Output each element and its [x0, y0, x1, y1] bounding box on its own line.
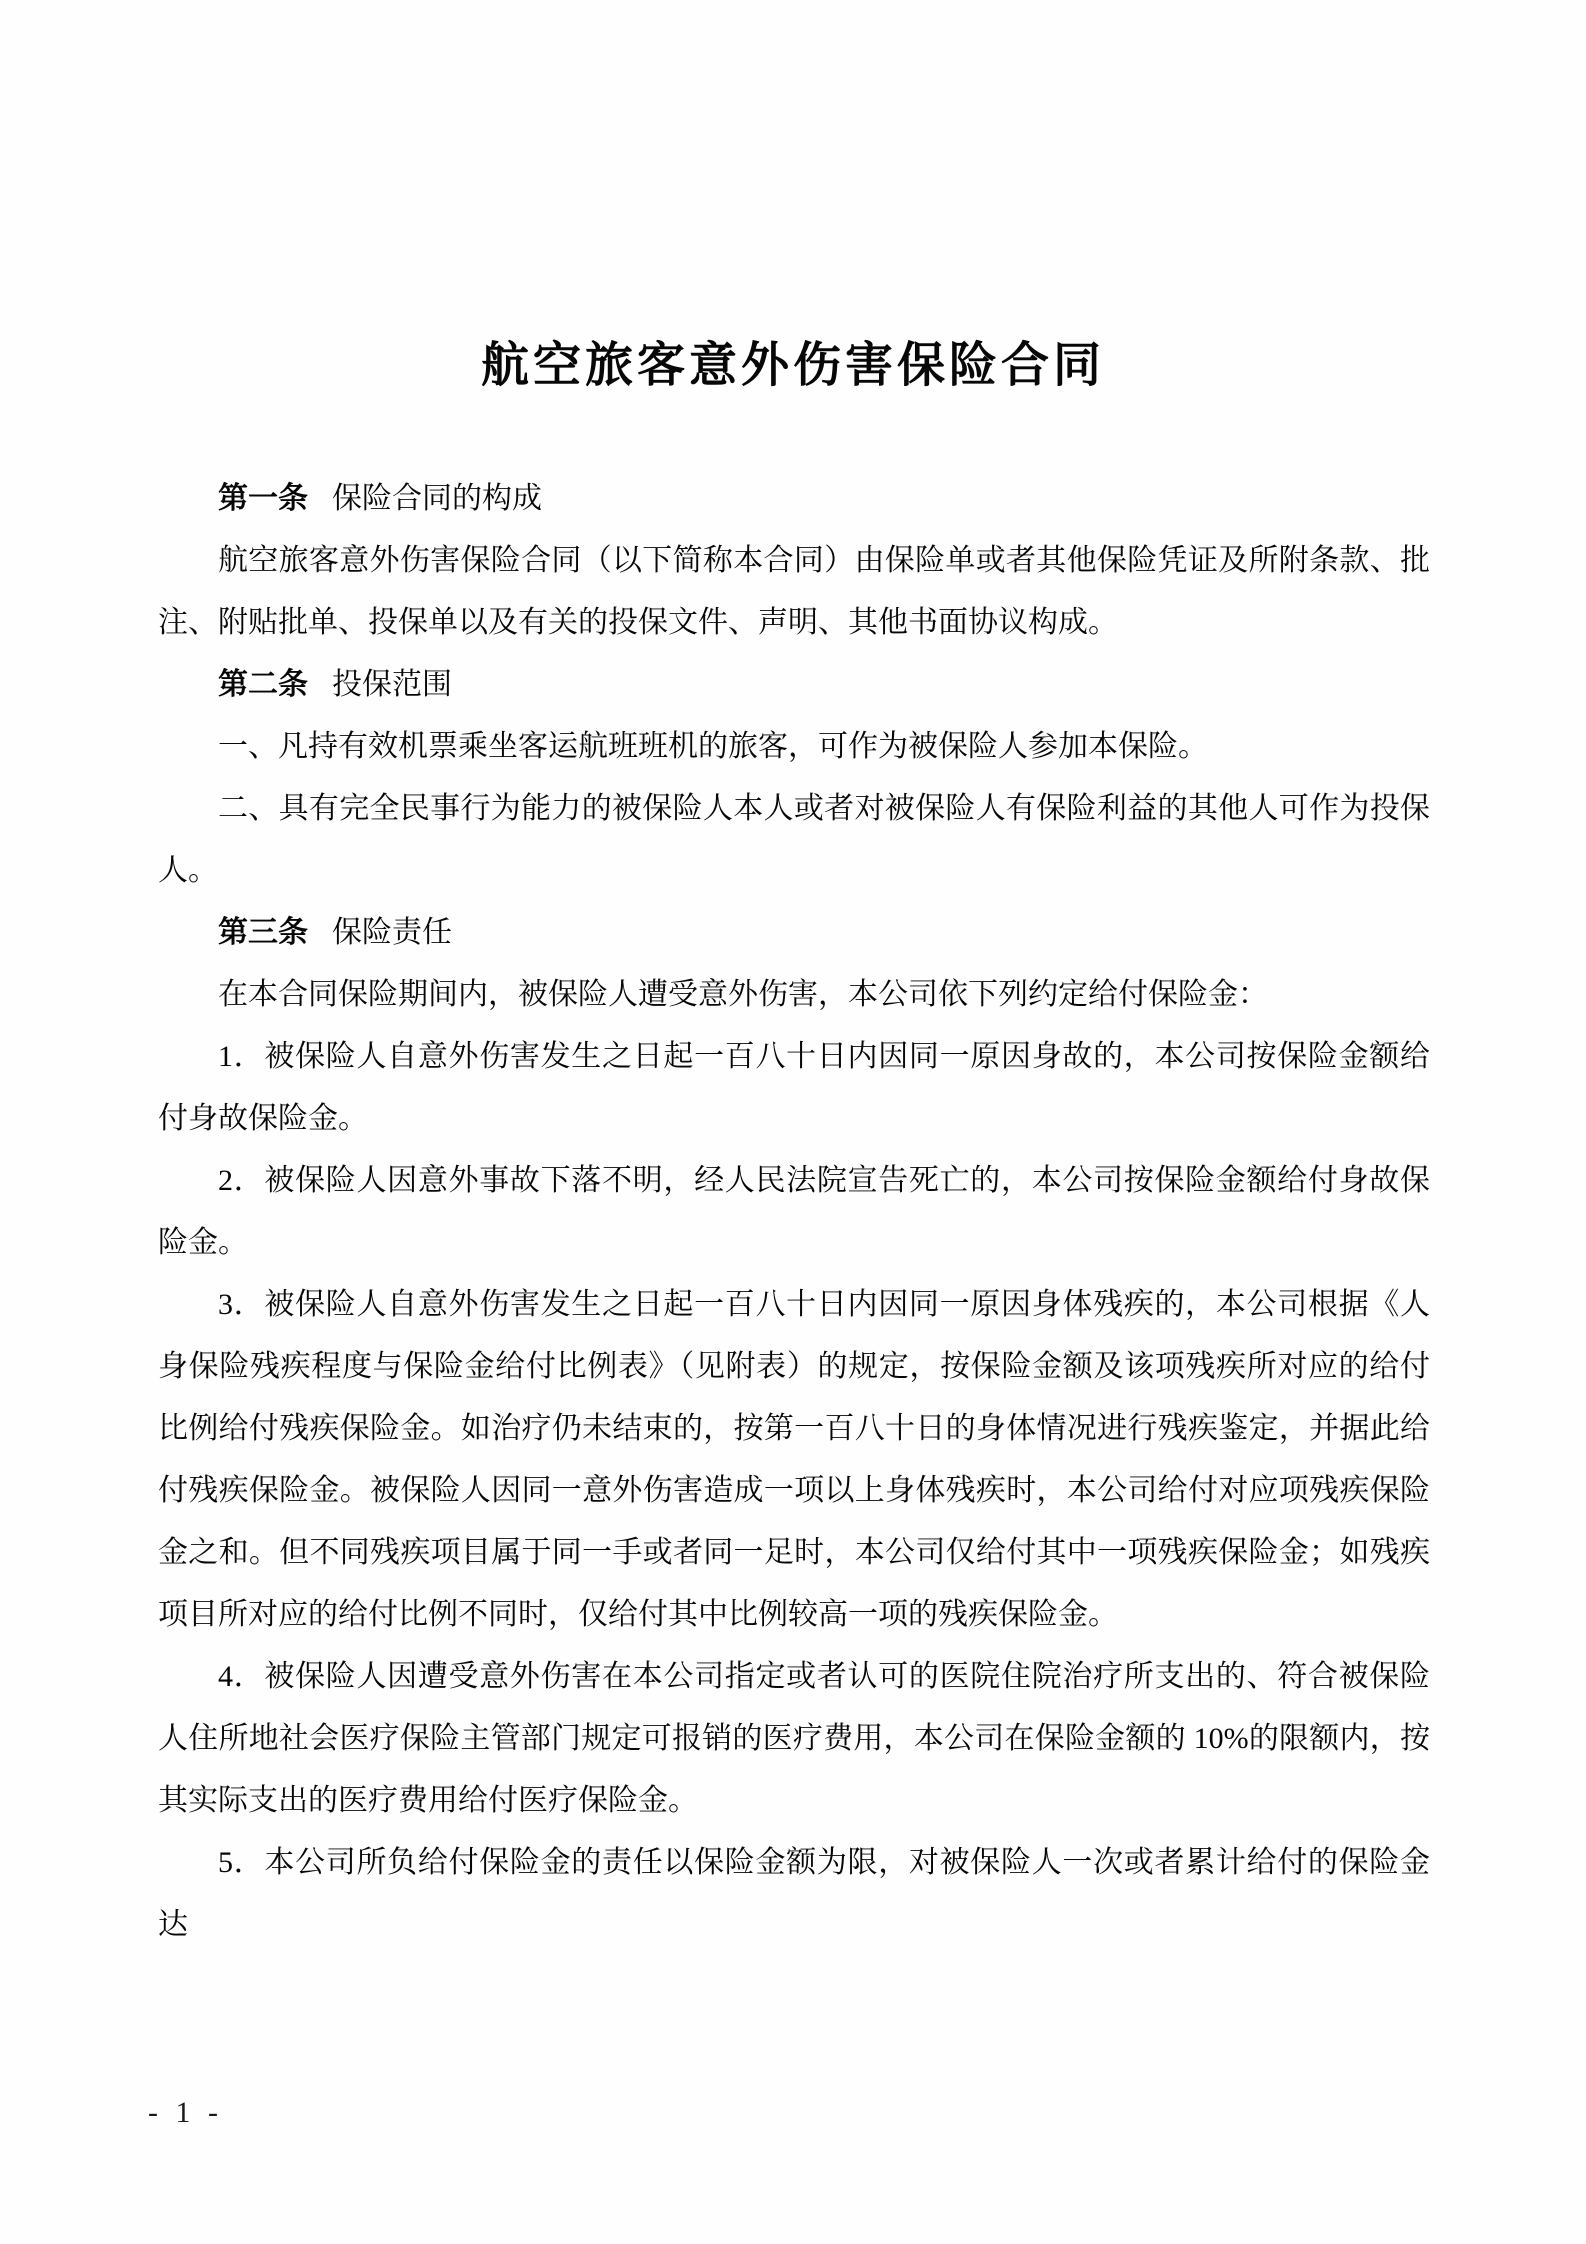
article-1-title: 保险合同的构成: [332, 482, 542, 515]
paragraph-liability-item-4: 4．被保险人因遭受意外伤害在本公司指定或者认可的医院住院治疗所支出的、符合被保险人住所地社会医疗保险主管部门规定可报销的医疗费用，本公司在保险金额的 10%的限额内，按其实际支出的医疗费用给付医疗保险金。: [158, 1660, 1430, 1817]
document-title: 航空旅客意外伤害保险合同: [480, 339, 1105, 392]
paragraph-liability-intro: 在本合同保险期间内，被保险人遭受意外伤害，本公司依下列约定给付保险金：: [218, 978, 1268, 1011]
paragraph-liability-item-1: 1．被保险人自意外伤害发生之日起一百八十日内因同一原因身故的，本公司按保险金额给付身故保险金。: [158, 1040, 1430, 1135]
article-2-number: 第二条: [218, 668, 308, 701]
article-1-heading: [158, 468, 1430, 530]
article-2-heading: [158, 654, 1430, 716]
paragraph-scope-item-2: 二、具有完全民事行为能力的被保险人本人或者对被保险人有保险利益的其他人可作为投保人。: [158, 792, 1430, 887]
article-3-title: 保险责任: [332, 916, 452, 949]
document-body: [158, 468, 1430, 1956]
paragraph-scope-item-1: 一、凡持有效机票乘坐客运航班班机的旅客，可作为被保险人参加本保险。: [218, 730, 1208, 763]
article-3-heading: [158, 902, 1430, 964]
paragraph-contract-composition: 航空旅客意外伤害保险合同（以下简称本合同）由保险单或者其他保险凭证及所附条款、批注、附贴批单、投保单以及有关的投保文件、声明、其他书面协议构成。: [158, 544, 1430, 639]
paragraph-liability-item-5: 5．本公司所负给付保险金的责任以保险金额为限，对被保险人一次或者累计给付的保险金达: [158, 1846, 1430, 1941]
article-2-title: 投保范围: [332, 668, 452, 701]
article-1-number: 第一条: [218, 482, 308, 515]
paragraph-liability-item-2: 2．被保险人因意外事故下落不明，经人民法院宣告死亡的，本公司按保险金额给付身故保险金。: [158, 1164, 1430, 1259]
paragraph-liability-item-3: 3．被保险人自意外伤害发生之日起一百八十日内因同一原因身体残疾的，本公司根据《人身保险残疾程度与保险金给付比例表》（见附表）的规定，按保险金额及该项残疾所对应的给付比例给付残疾保险金。如治疗仍未结束的，按第一百八十日的身体情况进行残疾鉴定，并据此给付残疾保险金。被保险人因同一意外伤害造成一项以上身体残疾时，本公司给付对应项残疾保险金之和。但不同残疾项目属于同一手或者同一足时，本公司仅给付其中一项残疾保险金；如残疾项目所对应的给付比例不同时，仅给付其中比例较高一项的残疾保险金。: [158, 1288, 1430, 1631]
article-3-number: 第三条: [218, 916, 308, 949]
page-number: - 1 -: [148, 2096, 223, 2129]
